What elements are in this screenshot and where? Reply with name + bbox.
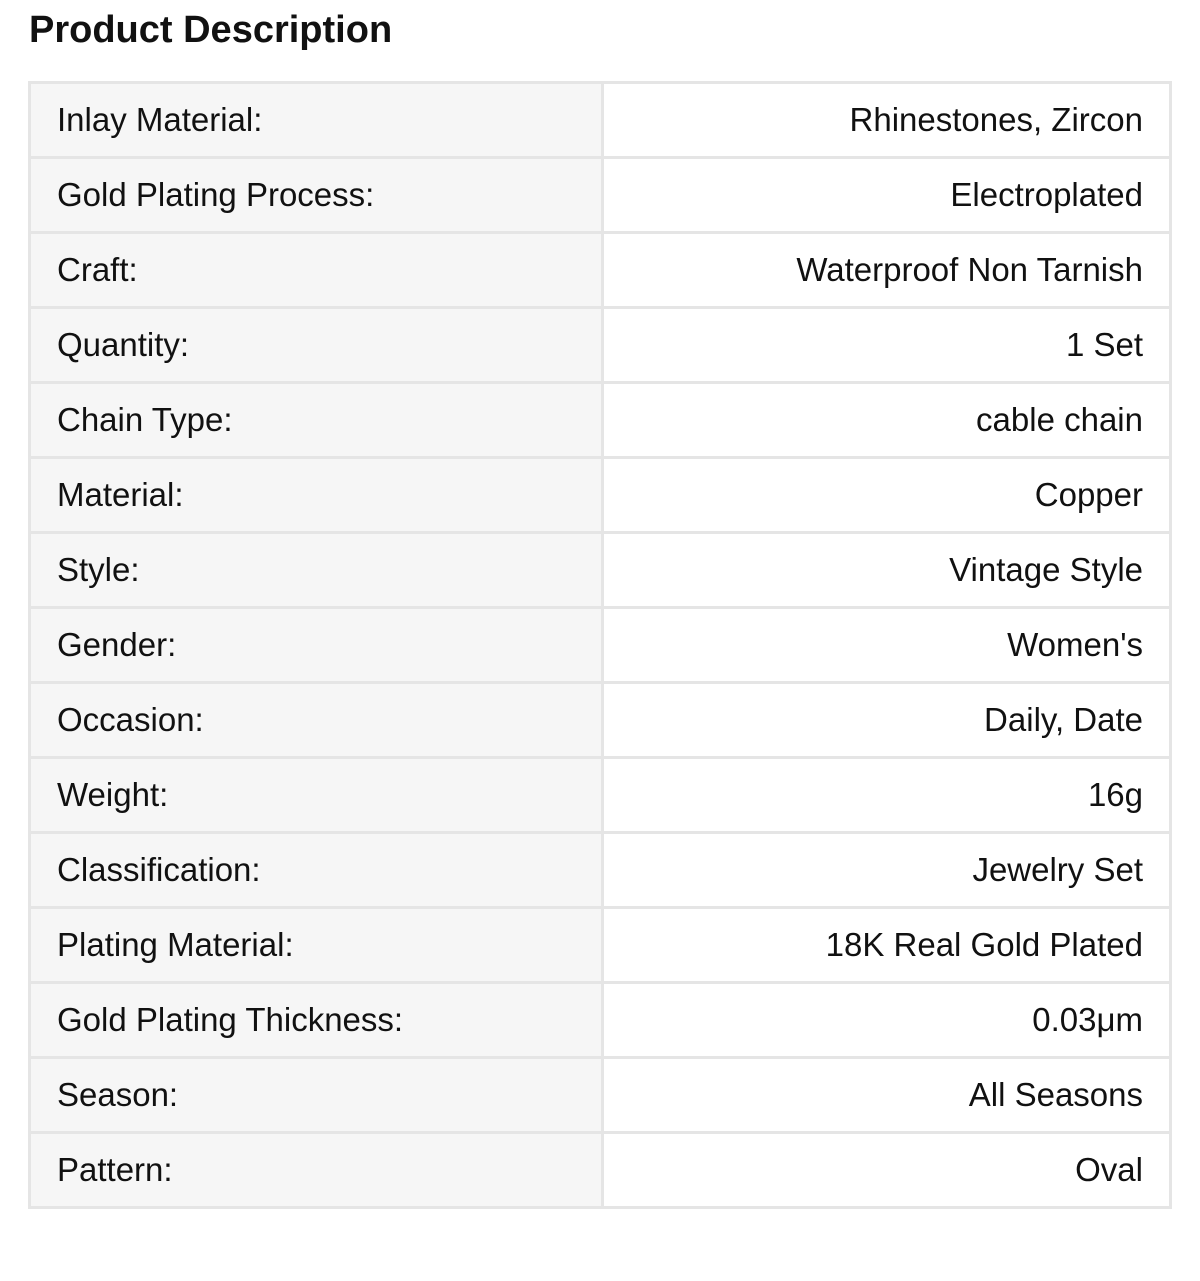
spec-value: 18K Real Gold Plated (603, 908, 1171, 983)
spec-value: Waterproof Non Tarnish (603, 233, 1171, 308)
spec-value: Daily, Date (603, 683, 1171, 758)
table-row (30, 158, 1171, 233)
spec-value: 0.03μm (603, 983, 1171, 1058)
spec-value: Jewelry Set (603, 833, 1171, 908)
table-row (30, 833, 1171, 908)
spec-value: Women's (603, 608, 1171, 683)
table-row (30, 1058, 1171, 1133)
spec-label: Gender: (30, 608, 603, 683)
spec-label: Plating Material: (30, 908, 603, 983)
spec-label: Material: (30, 458, 603, 533)
spec-label: Gold Plating Thickness: (30, 983, 603, 1058)
table-row (30, 608, 1171, 683)
table-row (30, 383, 1171, 458)
table-row (30, 983, 1171, 1058)
spec-value: Oval (603, 1133, 1171, 1208)
spec-value: cable chain (603, 383, 1171, 458)
spec-label: Classification: (30, 833, 603, 908)
spec-value: 1 Set (603, 308, 1171, 383)
table-row (30, 1133, 1171, 1208)
table-row (30, 908, 1171, 983)
spec-value: 16g (603, 758, 1171, 833)
spec-label: Inlay Material: (30, 83, 603, 158)
table-row (30, 458, 1171, 533)
spec-value: All Seasons (603, 1058, 1171, 1133)
spec-label: Weight: (30, 758, 603, 833)
spec-label: Pattern: (30, 1133, 603, 1208)
page-title: Product Description (29, 9, 393, 51)
spec-value: Rhinestones, Zircon (603, 83, 1171, 158)
spec-label: Season: (30, 1058, 603, 1133)
table-row (30, 233, 1171, 308)
spec-table (28, 81, 1172, 1209)
spec-value: Electroplated (603, 158, 1171, 233)
table-row (30, 83, 1171, 158)
spec-value: Copper (603, 458, 1171, 533)
table-row (30, 683, 1171, 758)
spec-label: Occasion: (30, 683, 603, 758)
spec-label: Gold Plating Process: (30, 158, 603, 233)
spec-label: Style: (30, 533, 603, 608)
table-row (30, 308, 1171, 383)
spec-label: Quantity: (30, 308, 603, 383)
spec-table-body (30, 83, 1171, 1208)
table-row (30, 758, 1171, 833)
spec-value: Vintage Style (603, 533, 1171, 608)
spec-label: Craft: (30, 233, 603, 308)
spec-label: Chain Type: (30, 383, 603, 458)
table-row (30, 533, 1171, 608)
